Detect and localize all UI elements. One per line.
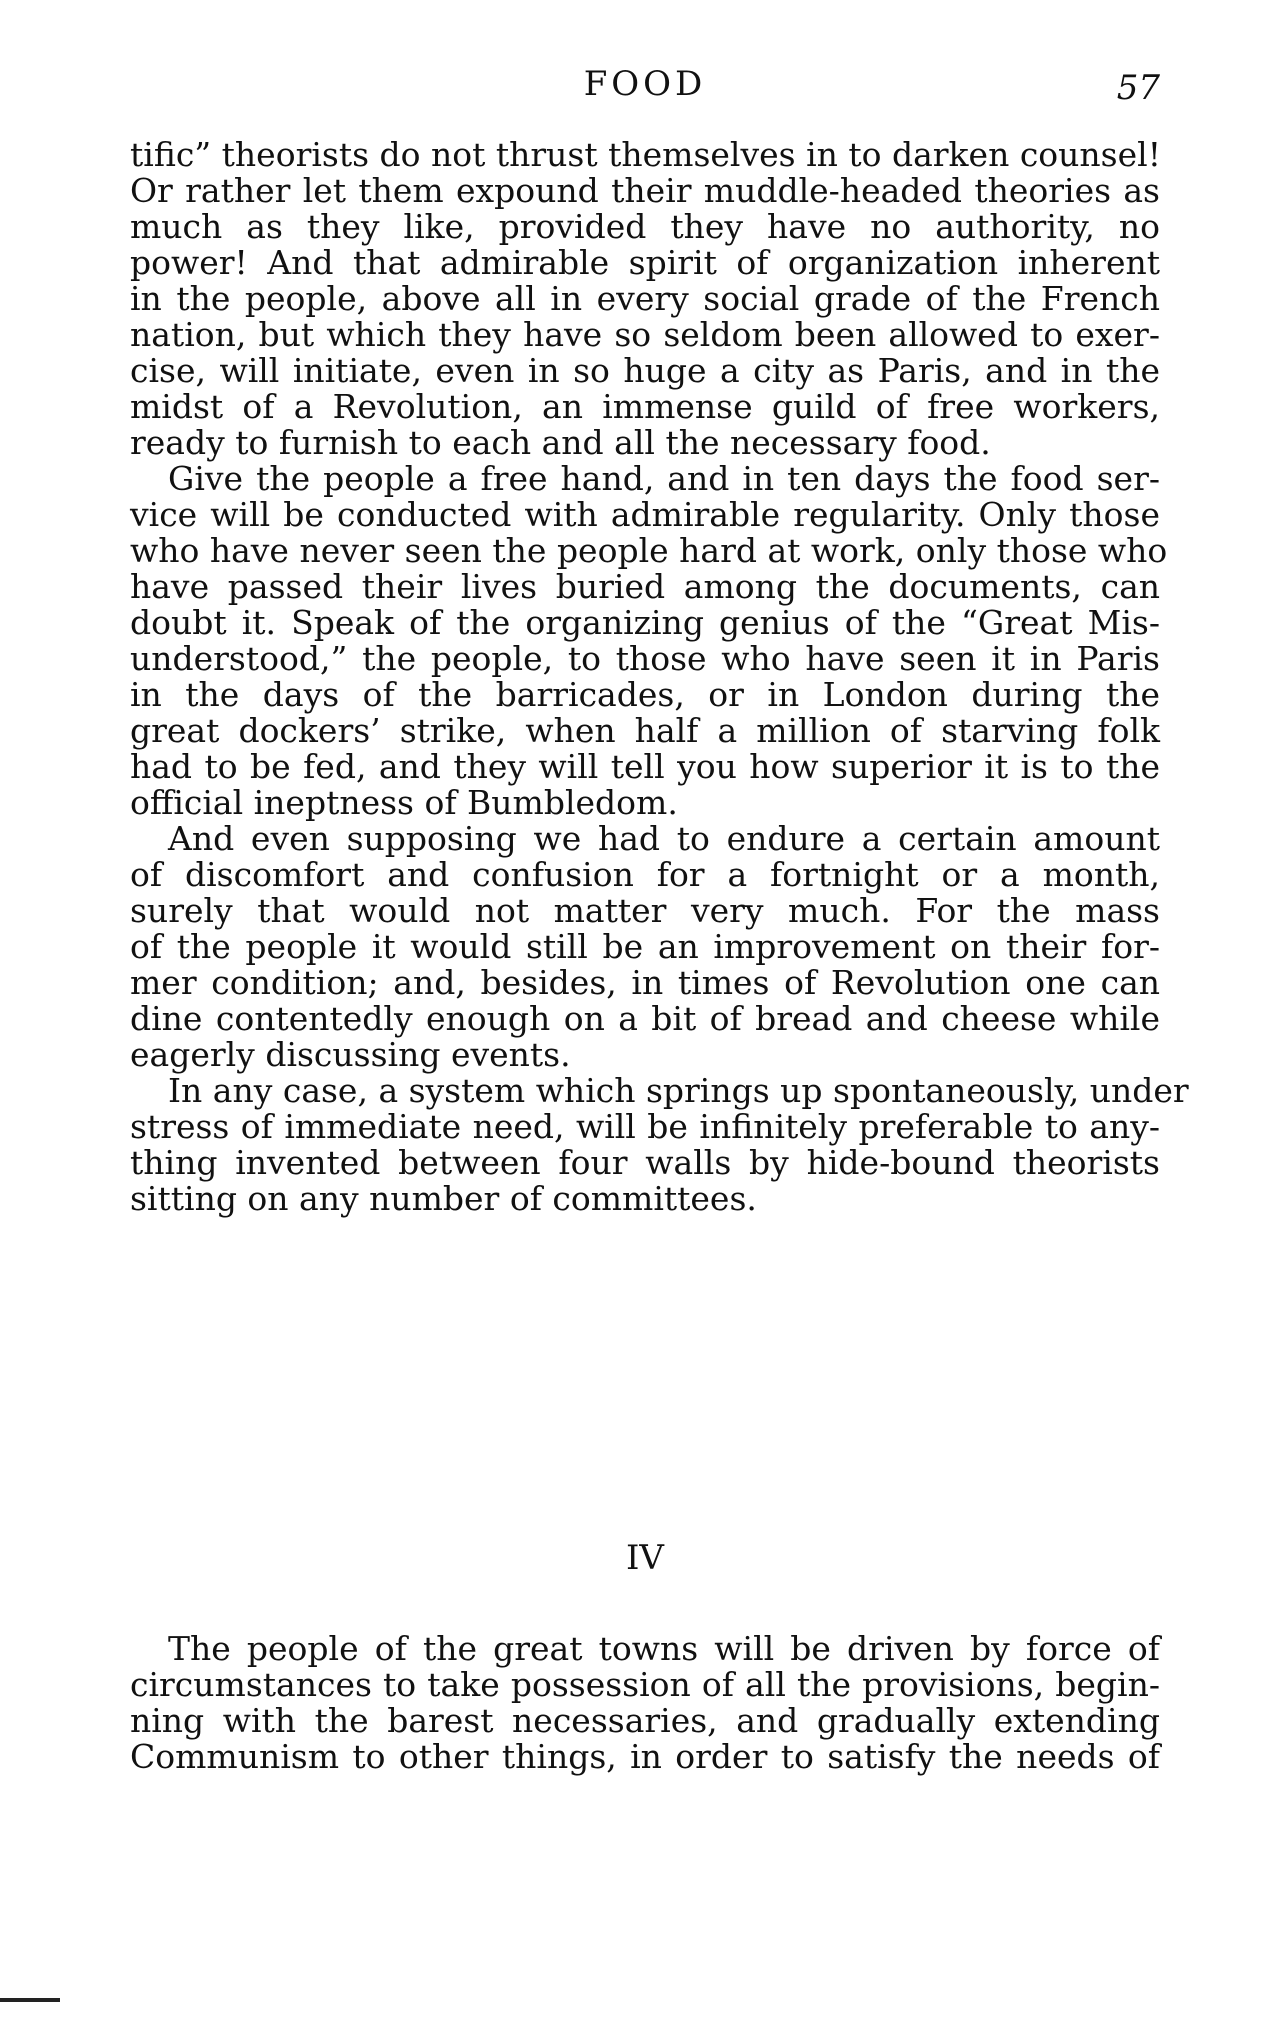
text-line: stress of immediate need, will be infinitely preferable to any- bbox=[130, 1107, 1160, 1146]
text-line: power! And that admirable spirit of organization inherent bbox=[130, 243, 1160, 282]
text-line: had to be fed, and they will tell you how superior it is to the bbox=[130, 747, 1160, 786]
text-line: In any case, a system which springs up spontaneously, under bbox=[168, 1071, 1189, 1110]
text-line: in the days of the barricades, or in London during the bbox=[130, 675, 1160, 714]
text-line: tific” theorists do not thrust themselves in to darken counsel! bbox=[130, 135, 1161, 174]
text-line: midst of a Revolution, an immense guild of free workers, bbox=[130, 387, 1160, 426]
text-line: of the people it would still be an improvement on their for- bbox=[130, 927, 1160, 966]
text-line: vice will be conducted with admirable regularity. Only those bbox=[130, 495, 1160, 534]
text-line: And even supposing we had to endure a certain amount bbox=[168, 819, 1160, 858]
text-line: of discomfort and confusion for a fortnight or a month, bbox=[130, 855, 1160, 894]
text-line: Give the people a free hand, and in ten days the food ser- bbox=[168, 459, 1160, 498]
page-number: 57 bbox=[1116, 68, 1160, 108]
text-line: thing invented between four walls by hide-bound theorists bbox=[130, 1143, 1160, 1182]
text-line: mer condition; and, besides, in times of Revolution one can bbox=[130, 963, 1160, 1002]
text-line: who have never seen the people hard at work, only those who bbox=[130, 531, 1168, 570]
text-line: The people of the great towns will be driven by force of bbox=[168, 1629, 1160, 1668]
text-line: ning with the barest necessaries, and gradually extending bbox=[130, 1701, 1160, 1740]
text-line: surely that would not matter very much. For the mass bbox=[130, 891, 1160, 930]
text-line: have passed their lives buried among the documents, can bbox=[130, 567, 1160, 606]
section-heading: IV bbox=[626, 1538, 664, 1578]
chapter-title: FOOD bbox=[583, 64, 707, 104]
running-head bbox=[130, 64, 1160, 114]
text-line: official ineptness of Bumbledom. bbox=[130, 783, 678, 822]
text-line: Communism to other things, in order to satisfy the needs of bbox=[130, 1737, 1160, 1776]
text-line: Or rather let them expound their muddle-headed theories as bbox=[130, 171, 1160, 210]
text-line: understood,” the people, to those who have seen it in Paris bbox=[130, 639, 1160, 678]
text-line: great dockers’ strike, when half a million of starving folk bbox=[130, 711, 1160, 750]
text-line: doubt it. Speak of the organizing genius of the “Great Mis- bbox=[130, 603, 1160, 642]
text-line: ready to furnish to each and all the necessary food. bbox=[130, 423, 991, 462]
text-line: in the people, above all in every social grade of the French bbox=[130, 279, 1160, 318]
text-line: dine contentedly enough on a bit of bread and cheese while bbox=[130, 999, 1160, 1038]
text-line: much as they like, provided they have no authority, no bbox=[130, 207, 1160, 246]
text-line: sitting on any number of committees. bbox=[130, 1179, 757, 1218]
scan-margin-mark bbox=[0, 1998, 60, 2002]
text-line: cise, will initiate, even in so huge a city as Paris, and in the bbox=[130, 351, 1160, 390]
text-line: circumstances to take possession of all the provisions, begin- bbox=[130, 1665, 1160, 1704]
text-line: nation, but which they have so seldom been allowed to exer- bbox=[130, 315, 1160, 354]
text-line: eagerly discussing events. bbox=[130, 1035, 571, 1074]
